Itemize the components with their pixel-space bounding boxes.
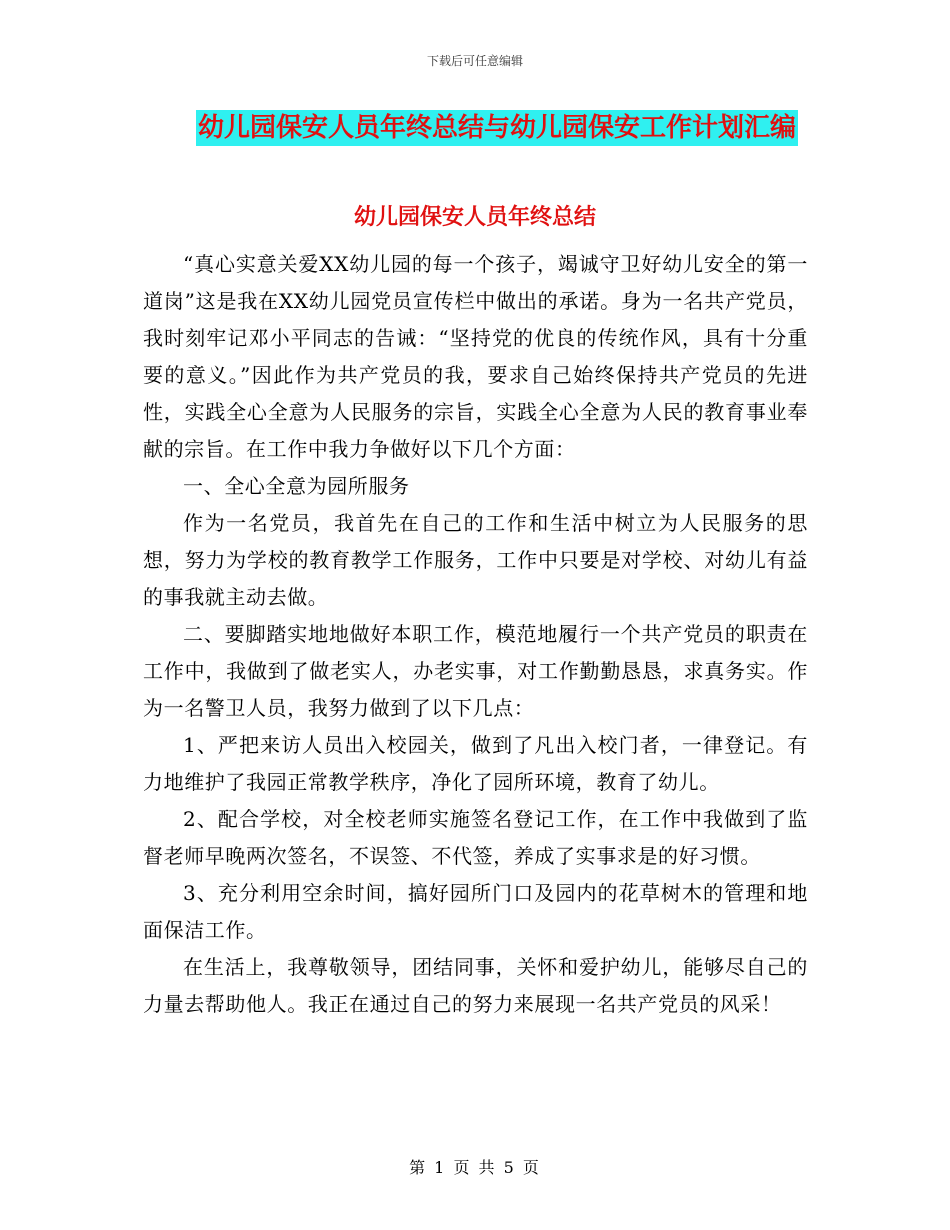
paragraph-heading-2: 二、要脚踏实地地做好本职工作，模范地履行一个共产党员的职责在工作中，我做到了做老实人，办老实事，对工作勤勤恳恳，求真务实。作为一名警卫人员，我努力做到了以下几点： bbox=[143, 622, 808, 720]
paragraph-heading-1: 一、全心全意为园所服务 bbox=[183, 474, 410, 498]
paragraph-item-3: 3、充分利用空余时间，搞好园所门口及园内的花草树木的管理和地面保洁工作。 bbox=[143, 881, 808, 942]
document-title: 幼儿园保安人员年终总结与幼儿园保安工作计划汇编 bbox=[196, 110, 798, 146]
paragraph-intro: “真心实意关爱XX幼儿园的每一个孩子，竭诚守卫好幼儿安全的第一道岗”这是我在XX幼儿园党员宣传栏中做出的承诺。身为一名共产党员，我时刻牢记邓小平同志的告诫：“坚持党的优良的传统作风，具有十分重要的意义。”因此作为共产党员的我，要求自己始终保持共产党员的先进性，实践全心全意为人民服务的宗旨，实践全心全意为人民的教育事业奉献的宗旨。在工作中我力争做好以下几个方面： bbox=[143, 252, 808, 461]
section-title: 幼儿园保安人员年终总结 bbox=[353, 205, 596, 230]
page-number: 第 1 页 共 5 页 bbox=[409, 1158, 541, 1177]
page-header-note: 下载后可任意编辑 bbox=[426, 54, 523, 68]
paragraph-service: 作为一名党员，我首先在自己的工作和生活中树立为人民服务的思想，努力为学校的教育教学工作服务，工作中只要是对学校、对幼儿有益的事我就主动去做。 bbox=[143, 511, 808, 609]
paragraph-item-1: 1、严把来访人员出入校园关，做到了凡出入校门者，一律登记。有力地维护了我园正常教学秩序，净化了园所环境，教育了幼儿。 bbox=[143, 733, 808, 794]
paragraph-item-2: 2、配合学校，对全校老师实施签名登记工作，在工作中我做到了监督老师早晚两次签名，不误签、不代签，养成了实事求是的好习惯。 bbox=[143, 807, 808, 868]
document-body bbox=[143, 246, 808, 1023]
paragraph-closing: 在生活上，我尊敬领导，团结同事，关怀和爱护幼儿，能够尽自己的力量去帮助他人。我正在通过自己的努力来展现一名共产党员的风采！ bbox=[143, 955, 808, 1016]
